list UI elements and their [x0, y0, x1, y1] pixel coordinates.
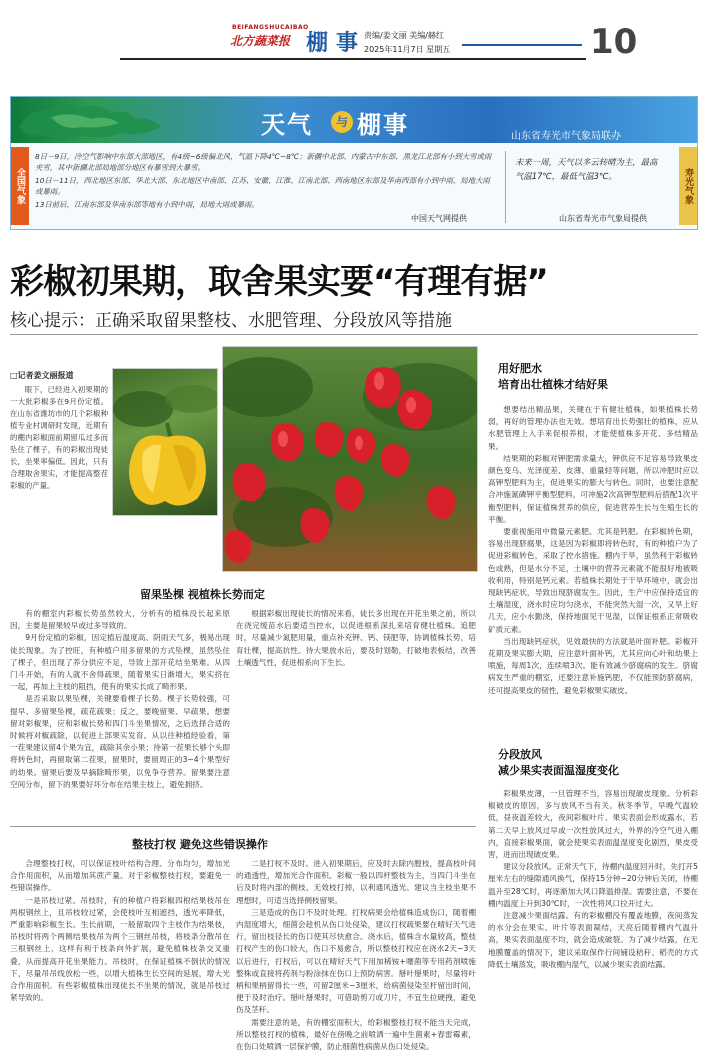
issue-date: 2025年11月7日 星期五 [364, 45, 451, 54]
section2-paragraph: 三是造成的伤口不及时处理。打杈病果会给植株造成伤口，随着棚内湿度增大，细菌会趁机从伤口处侵染，建议打杈疏果要在晴好天气进行，留出枝径长的伤口使其尽快愈合。浇水后，植株含水量较高，整枝打杈产生的伤口较大，伤口不易愈合，所以整枝打杈应在浇水2天~3天以后进行，打杈后，可以在晴好天气下用加稀铵+噻菌等专用药剂喷施整株或直接将药剂与粉涂抹在伤口上预防病害。掰叶掰果时，尽量将叶柄和果柄留得长一些，可留2厘米~3厘米，给病菌侵染至杆留出时间，便于及时治疗。掰叶掰果时，可借助剪刀或刀片，不宜生拉硬拽，避免伤及茎秆。 [236, 907, 476, 1015]
weather-title-b: 棚事 [357, 110, 409, 139]
section2-text-left [10, 858, 230, 1062]
national-forecast-paragraph: 8日－9日，冷空气影响中东部大部地区，有4级~6级偏北风，气温下降4℃~8℃；新疆中北部、内蒙古中东部、黑龙江北部有小到大雪或雨夹雪，其中新疆北部局地部分地区有暴雪到大暴雪。 [35, 152, 492, 172]
section-rule [10, 826, 476, 827]
section3-paragraph: 当出现缺钙症状，见效最快的方法就是叶面补肥。彩椒开花期及果实膨大期，应注意叶面补钙，尤其应向心叶和幼果上喷施，每周1次，连续喷3次。能有效减少脐腐病的发生。脐腐病发生严重的棚室，还要注意补施钙肥，不仅能预防脐腐病，还可提高果皮的韧性，避免彩椒果实破皮。 [488, 636, 698, 695]
yellow-pepper-image [113, 369, 218, 516]
red-pepper-image [223, 347, 478, 572]
section3-paragraph: 结果期的彩椒对钾肥需求量大，钾供应不足容易导致果皮颜色变乌、光泽度差、皮薄、重量轻等问题，所以冲肥时应以高钾型肥料为主，促进果实的膨大与转色。同时，也要注意配合冲施氮磷钾平衡型肥料，可冲施2次高钾型肥料后搭配1次平衡型肥料，保证植株营养的供应，促进营养生长与生殖生长的平衡。 [488, 453, 698, 524]
section1-paragraph: 是否采取以果坠棵，关键要看棵子长势。棵子长势较强，可提早、多留果坠棵，疏花疏果；反之，要晚留果、早疏果。想要留对彩椒果，应和彩椒长势和四门斗坐果情况，之后选择合适的时候将对椒疏除，以促进上部果实发育。从以往种植经验看，第一茬果建议留4个果为宜，疏除其余小果；待第一茬果长够个头即将转色时，再留取第二茬果，留果时，要留周正的3~4个果型好的幼果。留果后要及早摘除畸形果，以免争夺营养。留果要注意空间分布，留下的果要好坏分布在结果主枝上，避免拥挤。 [10, 694, 230, 789]
column-title-b: 事 [336, 30, 359, 56]
china-map-icon [11, 97, 201, 143]
section4-title-line2: 减少果实表面温湿度变化 [498, 764, 619, 777]
weather-title-a: 天气 [261, 110, 313, 139]
section1-text-left [10, 608, 230, 791]
editor-credit: 责编/姜文丽 美编/赫红 [364, 31, 444, 40]
national-forecast-paragraph: 10日－11日，西北地区东部、华北大部、东北地区中南部、江苏、安徽、江淮、江南北部、西南地区东部及华南西部有小到中雨，局地大雨或暴雨。 [35, 176, 490, 196]
article-headline: 彩椒初果期，取舍果实要“有理有据” [10, 262, 548, 302]
weather-title-joiner: 与 [331, 111, 353, 133]
section3-text [488, 404, 698, 740]
weather-divider [505, 151, 506, 223]
section3-paragraph: 想要结出精品果，关键在于有健壮植株，如果植株长势弱，再好的管理办法也无效。想培育出长势强壮的植株，应从水肥管理上入手来促根养根，才能使植株多开花、多结精品果。 [488, 405, 698, 451]
masthead-rule [462, 44, 582, 46]
section2-title: 整枝打杈 避免这些错误操作 [132, 838, 268, 851]
weather-organizer: 山东省寿光市气象局联办 [511, 131, 621, 142]
paper-pinyin: BEIFANGSHUCAIBAO [232, 24, 309, 31]
weather-banner [10, 96, 698, 230]
national-forecast-paragraph: 13日前后，江南东部及华南东部等地有小到中雨，局地大雨或暴雨。 [35, 200, 259, 209]
red-pepper-photo [222, 346, 478, 572]
section4-paragraph: 彩椒果皮薄，一旦管理不当，容易出现破皮现象。分析彩椒破皮的原因，多与放风不当有关。秋冬季节，早晚气温较低，昼夜温差较大，夜间彩椒叶片、果实表面会形成露水，若第二天早上放风过早或一次性放风过大，外界的冷空气进入棚内，直接彩椒果面，就会使果实表面温湿度变化剧烈，果皮受害，进而出现破皮果。 [488, 789, 698, 860]
section4-text [488, 788, 698, 1062]
section1-title: 留果坠棵 视植株长势而定 [140, 588, 265, 601]
masthead [0, 0, 708, 62]
section4-paragraph: 注意减少果面结露。有的彩椒棚没有覆盖地膜，夜间蒸发的水分会在果实、叶片等表面凝结，天亮后随着棚内气温升高，果实表面温度不均，就会造成破裂。为了减少结露，在无地膜覆盖的情况下，建议采取保作行间铺设秸秆、稻壳的方式降低土壤蒸发，吸收棚内湿气，以减少果实表面结露。 [488, 911, 698, 969]
section1-paragraph: 9月份定植的彩椒，因定植后温度高、阴雨天气多，极易出现徒长现象。为了控旺，有种植户用多留果的方式坠棵，虽然坠住了棵子，但出现了养分供应不足，导致上部开花结坐果难。从四门斗开始，有的人就不舍得疏果，随着果实日渐增大，果实挤在一起，再加上主枝的阻挡，使有的果实长成了畸形果。 [10, 633, 230, 692]
masthead-bottom-rule [120, 58, 586, 60]
yellow-pepper-photo [112, 368, 218, 516]
paper-name: 北方蔬菜报 [230, 34, 291, 48]
local-weather-tag: 寿光气象 [679, 147, 697, 225]
article-subhead: 核心提示：正确采取留果整枝、水肥管理、分段放风等措施 [10, 311, 452, 331]
local-forecast-source: 山东省寿光市气象局提供 [559, 214, 647, 223]
section2-text-right [236, 858, 476, 1062]
section1-text-right [236, 608, 476, 669]
page-number: 10 [590, 22, 638, 62]
section2-paragraph: 一是吊枝过紧。吊枝时，有的种植户将彩椒四根结果枝吊在两根钢丝上，且吊枝较过紧，会使枝叶互相遮挡，透光率降低，严重影响彩椒生长。生长前期，一般留取四个主枝作为结果枝，吊枝时将两个两侧结果枝吊为两个三钢丝吊枝，将枝条分散吊在三根钢丝上，这样有利于枝条向外扩展，避免植株枝条交叉重叠，从而提高开花坐果能力。吊枝时，在保证植株不倒伏的情况下，尽量吊吊线放松一些，以增大植株生长空间的延展，增大光合作用面积。有些彩椒植株出现徒长不坐果的情况，就是吊枝过紧导致的。 [10, 895, 230, 1003]
section1-paragraph: 根据彩椒出现徒长的情况来看，徒长多出现在开花坐果之前，所以在浇完缓苗水后要适当控水，以促进根系深扎来培育健壮植株。追肥时，尽量减少氮肥用量，重点补充钾、钙、镁肥等，协调植株长势，培育壮棵，提高抗性。待大果放水后，要及时划勒，打破地表板结，改善土壤透气性，促进根系向下生长。 [236, 609, 476, 667]
section2-paragraph: 需要注意的是，有的棚室面积大，给彩椒整枝打杈不能当天完成，所以整枝打杈的植株，最好在傍晚之前喷洒一遍中生菌素+春雷霉素，在伤口处喷洒一层保护膜，防止细菌性病菌从伤口处侵染。 [236, 1017, 476, 1052]
byline: □记者姜文丽报道 [10, 371, 74, 380]
section3-paragraph: 要重视施用中微量元素肥。尤其是钙肥。在彩椒转色期，容易出现脐腐果，这是因为彩椒即将转色时，有的种植户为了促进彩椒转色，采取了控水措施。棚内干旱，虽然利于彩椒转色或熟，但是水分不足，土壤中的营养元素就不能很好地被吸收利用，特别是钙元素。若植株长期处于干旱环境中，就会出现缺钙症状，导致出现脐腐发生。因此，生产中应保持适宜的土壤湿度，浇水时应均匀浇水，不能突然大湿一次，又旱上好几天，应小水勤浇，保持地面见干见湿，以保证根系正常吸收矿质元素。 [488, 527, 698, 634]
section4-title-line1: 分段放风 [498, 748, 542, 761]
national-forecast [35, 151, 495, 212]
national-forecast-source: 中国天气网提供 [411, 214, 467, 223]
weather-header [11, 97, 697, 143]
local-forecast: 未来一周，天气以多云转晴为主，最高气温17℃，最低气温3℃。 [515, 157, 658, 181]
section2-paragraph: 合理整枝打杈，可以保证枝叶结构合理、分布均匀，增加光合作用面积，从而增加其蔗产量。对于彩椒整枝打杈，要避免一些错误操作。 [10, 859, 230, 893]
national-weather-tag: 全国气象 [11, 147, 29, 225]
intro-text [10, 384, 108, 492]
column-title-a: 棚 [306, 30, 331, 56]
section3-title-line1: 用好肥水 [498, 362, 542, 375]
section4-paragraph: 建议分段放风。正常天气下，待棚内温度回升时，先打开5厘米左右的缝隙通风换气，保持15分钟~20分钟后关闭，待棚温升至28℃时，再逐渐加大风口降温排湿。需要注意，不要在棚内温度上升到30℃时，一次性将风口拉开过大。 [488, 862, 698, 908]
intro-paragraph: 眼下，已经进入初果期的一大批彩椒多在9月份定植。在山东省潍坊市的几个彩椒种植专业村调研时发现，近期有的棚内彩椒面前期留瓜过多而坠住了棵子，有的彩椒出现徒长，坐果率偏低。因此，只有合理取舍果实，才能提高整茬彩椒的产量。 [10, 385, 108, 490]
section1-paragraph: 有的棚室内彩椒长势虽然较大，分析有的植株没长起来原因，主要是留果较早或过多导致的。 [10, 609, 230, 631]
section2-paragraph: 二是打杈不及时。进入初果期后，应及时去除内膛枝，提高枝叶间的通透性，增加光合作面积。彩椒一般以四杆整枝为主，当四门斗坐在后及时将内部的侧枝、无效枝打掉，以利通风透光。建议当主枝坐果不理想时，可适当选择侧枝留果。 [236, 859, 476, 905]
headline-rule [10, 334, 698, 335]
section3-title-line2: 培育出壮植株才结好果 [498, 378, 608, 391]
